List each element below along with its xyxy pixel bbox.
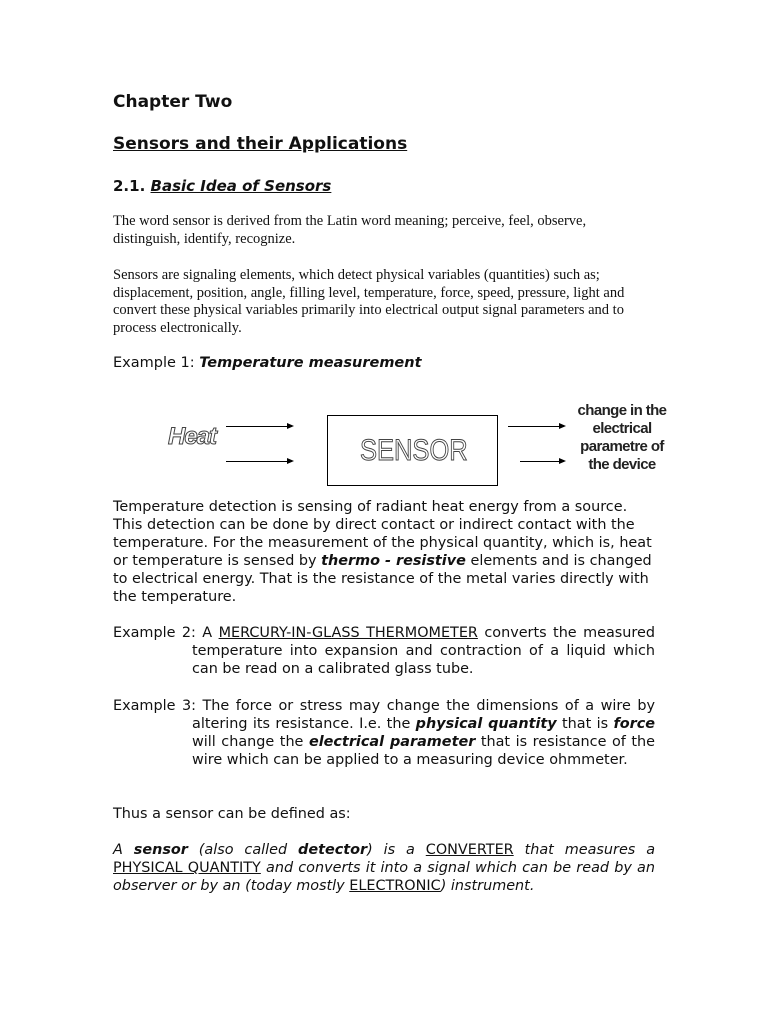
- text: A: [113, 842, 134, 858]
- sensor-definition: [113, 841, 655, 895]
- example-2: [113, 624, 655, 678]
- text: ) instrument.: [440, 878, 535, 895]
- text: converts the measured temperature into expansion and contraction of a liquid which can be read on a calibrated glass tube.: [192, 625, 655, 678]
- example-label: Example 1:: [113, 355, 200, 371]
- emphasis: electrical parameter: [308, 734, 476, 751]
- paragraph: The word sensor is derived from the Latin word meaning; perceive, feel, observe, distinguish, identify, recognize.: [113, 213, 587, 247]
- emphasis: detector: [298, 842, 368, 858]
- converter-link[interactable]: CONVERTER: [425, 842, 514, 858]
- section-number: 2.1.: [113, 177, 146, 195]
- output-label: change in the electrical parametre of the device: [577, 402, 667, 473]
- text: Temperature detection is sensing of radiant heat energy from a source. This detection can be done by direct contact or indirect contact with the temperature. For the measurement of the physical quantity, which is, heat or temperature is sensed by: [113, 499, 652, 570]
- paragraph: Thus a sensor can be defined as:: [113, 806, 351, 822]
- text: ) is a: [367, 842, 426, 858]
- example-1-heading: [113, 355, 655, 371]
- text: that is resistance of the wire which can be applied to a measuring device ohmmeter.: [192, 734, 655, 769]
- emphasis: thermo - resistive: [321, 553, 466, 570]
- physical-quantity-link[interactable]: PHYSICAL QUANTITY: [113, 860, 261, 877]
- emphasis: physical quantity: [415, 716, 557, 733]
- section-heading: [113, 177, 655, 195]
- text: (also called: [187, 842, 299, 858]
- arrow-icon: [226, 426, 292, 427]
- text: and converts it into a signal which can be read by an observer or by an (today mostly: [113, 860, 655, 895]
- chapter-heading: Chapter Two: [113, 92, 233, 112]
- text: Example 2: A: [113, 625, 219, 641]
- electronic-link[interactable]: ELECTRONIC: [349, 878, 441, 895]
- paragraph: Sensors are signaling elements, which detect physical variables (quantities) such as; displacement, position, angle, filling level, temperature, force, speed, pressure, light and convert these physical variables primarily into electrical output signal parameters and to process electronically.: [113, 267, 625, 336]
- text: that is: [556, 716, 614, 733]
- sensor-label: SENSOR: [360, 434, 468, 467]
- emphasis: sensor: [133, 842, 188, 858]
- arrow-icon: [508, 426, 564, 427]
- thermometer-link[interactable]: MERCURY-IN-GLASS THERMOMETER: [218, 625, 478, 641]
- text: will change the: [192, 734, 309, 751]
- text: Example 3: The force or stress may change the dimensions of a wire by altering its resistance. I.e. the: [113, 698, 655, 733]
- section-title: Basic Idea of Sensors: [150, 177, 332, 195]
- text: that measures a: [513, 842, 656, 858]
- example-3: [113, 697, 655, 769]
- emphasis: force: [613, 716, 655, 733]
- page-title: Sensors and their Applications: [113, 134, 408, 154]
- paragraph: [113, 498, 655, 607]
- arrow-icon: [226, 461, 292, 462]
- heat-label: Heat: [168, 423, 217, 450]
- example-title: Temperature measurement: [199, 355, 422, 371]
- sensor-box: [327, 415, 498, 486]
- arrow-icon: [520, 461, 564, 462]
- text: elements and is changed to electrical energy. That is the resistance of the metal varies directly with the temperature.: [113, 553, 652, 606]
